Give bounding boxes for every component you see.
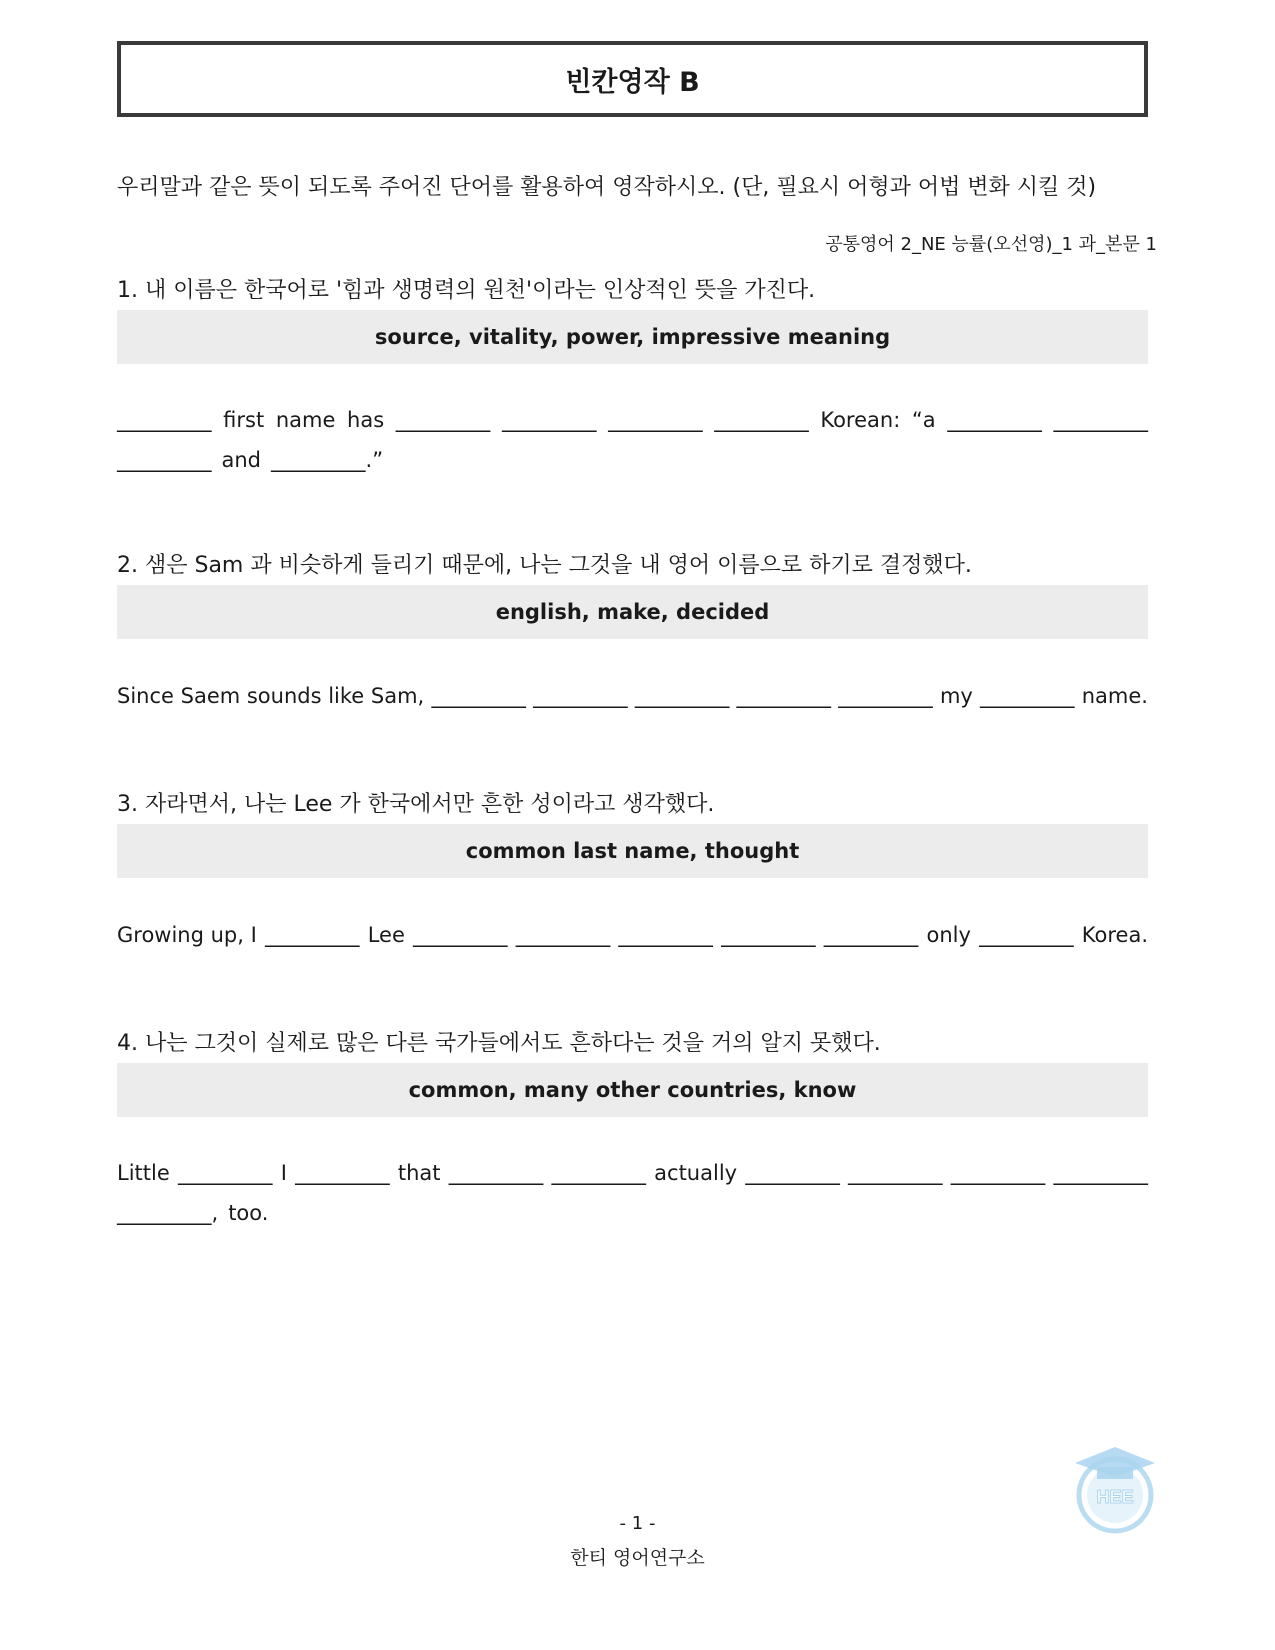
word: Since Saem sounds like Sam,	[117, 684, 425, 708]
question-3-hint-box	[117, 824, 1148, 878]
question-2-answer	[117, 676, 1148, 716]
question-1-answer	[117, 400, 1148, 480]
word: name.	[1081, 684, 1148, 708]
blank: _________	[431, 684, 526, 708]
blank: _________,	[117, 1201, 219, 1225]
blank: _________	[265, 923, 360, 947]
question-4-hint: common, many other countries, know	[408, 1078, 857, 1102]
answer-line	[117, 400, 1148, 440]
blank: _________	[618, 923, 713, 947]
word: I	[280, 1161, 287, 1185]
blank: _________	[721, 923, 816, 947]
word: Lee	[367, 923, 405, 947]
blank: _________	[117, 408, 212, 432]
word: actually	[654, 1161, 738, 1185]
question-1-hint: source, vitality, power, impressive meaning	[374, 325, 891, 349]
blank: _________	[634, 684, 730, 708]
blank: _________	[838, 684, 933, 708]
word: and	[221, 448, 262, 472]
answer-line	[117, 915, 1148, 955]
blank: _________	[413, 923, 508, 947]
blank: _________	[947, 408, 1042, 432]
word: “a	[911, 408, 936, 432]
blank: _________	[950, 1161, 1046, 1185]
question-2-hint-box	[117, 585, 1148, 639]
question-4-hint-box	[117, 1063, 1148, 1117]
question-1-hint-box	[117, 310, 1148, 364]
logo-text: HEE	[1096, 1487, 1134, 1507]
source-label: 공통영어 2_NE 능률(오선영)_1 과_본문 1	[825, 234, 1157, 255]
blank: _________	[1053, 408, 1148, 432]
word: only	[926, 923, 971, 947]
blank: _________	[980, 684, 1075, 708]
question-2-hint: english, make, decided	[495, 600, 770, 624]
word: Korea.	[1081, 923, 1148, 947]
footer-organization: 한티 영어연구소	[570, 1547, 705, 1569]
question-1-prompt: 1. 내 이름은 한국어로 '힘과 생명력의 원천'이라는 인상적인 뜻을 가진다.	[117, 278, 816, 303]
blank: _________	[736, 684, 832, 708]
blank: _________	[448, 1161, 544, 1185]
instruction-text: 우리말과 같은 뜻이 되도록 주어진 단어를 활용하여 영작하시오. (단, 필요시 어형과 어법 변화 시킬 것)	[117, 175, 1097, 200]
word: Korean:	[820, 408, 901, 432]
answer-line	[117, 676, 1148, 716]
question-3-hint: common last name, thought	[465, 839, 800, 863]
word: Growing up, I	[117, 923, 257, 947]
word: has	[347, 408, 385, 432]
word: too.	[228, 1201, 269, 1225]
page-number: - 1 -	[619, 1513, 656, 1534]
question-3-prompt: 3. 자라면서, 나는 Lee 가 한국에서만 흔한 성이라고 생각했다.	[117, 792, 715, 817]
blank: _________	[1053, 1161, 1148, 1185]
answer-line	[117, 1153, 1148, 1193]
title-box	[117, 41, 1148, 117]
blank: _________	[515, 923, 611, 947]
answer-line	[117, 1193, 1148, 1233]
word: that	[397, 1161, 441, 1185]
blank: _________	[848, 1161, 943, 1185]
blank: _________	[714, 408, 809, 432]
word: Little	[117, 1161, 170, 1185]
blank: _________	[295, 1161, 390, 1185]
blank: _________	[501, 408, 597, 432]
word: first	[223, 408, 265, 432]
blank: _________	[823, 923, 919, 947]
blank: _________	[979, 923, 1074, 947]
blank: _________	[608, 408, 703, 432]
page-title: 빈칸영작 B	[565, 66, 700, 98]
question-4-prompt: 4. 나는 그것이 실제로 많은 다른 국가들에서도 흔하다는 것을 거의 알지 못했다.	[117, 1031, 881, 1056]
blank: _________	[551, 1161, 646, 1185]
blank: _________.”	[271, 448, 384, 472]
blank: _________	[745, 1161, 840, 1185]
blank: _________	[395, 408, 491, 432]
word: name	[275, 408, 336, 432]
answer-line	[117, 440, 1148, 480]
blank: _________	[117, 448, 212, 472]
question-3-answer	[117, 915, 1148, 955]
blank: _________	[533, 684, 628, 708]
blank: _________	[177, 1161, 273, 1185]
question-2-prompt: 2. 샘은 Sam 과 비슷하게 들리기 때문에, 나는 그것을 내 영어 이름으로 하기로 결정했다.	[117, 553, 972, 578]
word: my	[939, 684, 973, 708]
question-4-answer	[117, 1153, 1148, 1233]
